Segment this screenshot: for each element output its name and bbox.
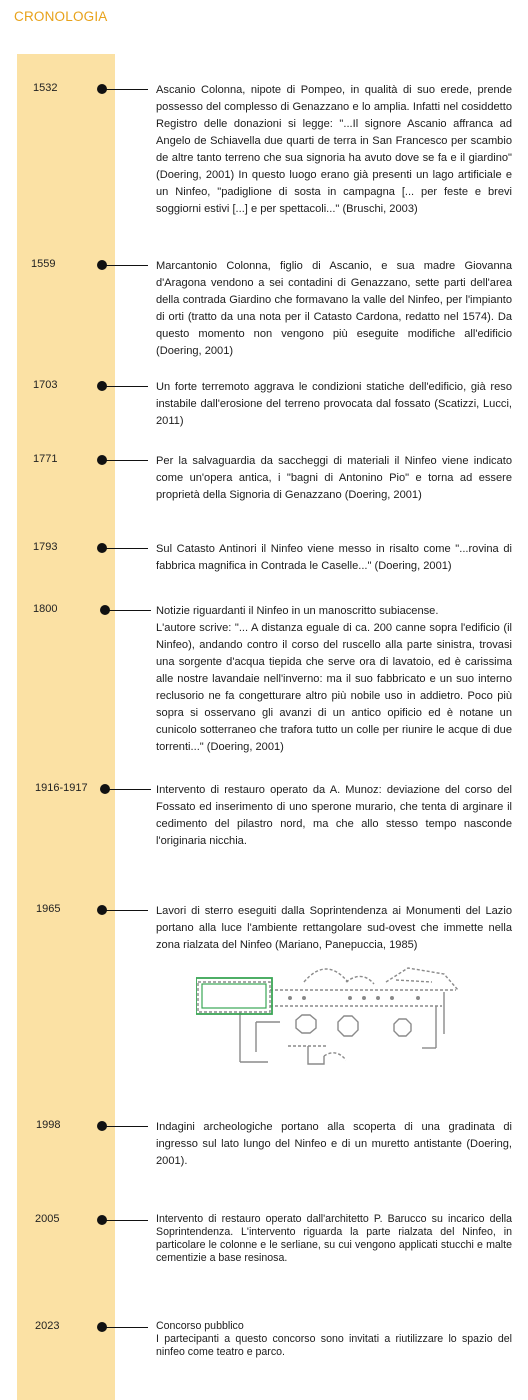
- event-description: Sul Catasto Antinori il Ninfeo viene messo in risalto come "...rovina di fabbrica magnifica in Contrada le Caselle..." (Doering, 2001): [156, 543, 512, 572]
- event-year: 1559: [31, 258, 56, 270]
- timeline-connector: [104, 1327, 148, 1329]
- timeline-connector: [104, 1126, 148, 1128]
- event-description: Intervento di restauro operato da A. Munoz: deviazione del corso del Fossato ed inserimento di uno sperone murario, che tenta di arginare il cedimento del pilastro nord, ma che allo stesso tempo nasconde l'originaria nicchia.: [156, 784, 512, 847]
- timeline-connector: [104, 910, 148, 912]
- timeline-connector: [104, 89, 148, 91]
- timeline-connector: [107, 610, 151, 612]
- page-title: CRONOLOGIA: [14, 9, 108, 24]
- event-description: Ascanio Colonna, nipote di Pompeo, in qualità di suo erede, prende possesso del complesso di Genazzano e lo amplia. Infatti nel cosiddetto Registro delle donazioni si legge: "...Il signore Ascanio affranca ad Angelo de Schiavella due quarti de terra in San Francesco per scambio de altre tanto terreno che sua signoria ha avuto dove se fa e il giardino" (Doering, 2001) In questo luogo erano già presenti un lago artificiale e un Ninfeo, "padiglione di sosta in campagna [... per feste e brevi soggiorni estivi [...] e per spettacoli..." (Bruschi, 2003): [156, 84, 512, 215]
- event-year: 1793: [33, 541, 58, 553]
- timeline-connector: [104, 548, 148, 550]
- timeline-connector: [104, 1220, 148, 1222]
- timeline-connector: [104, 386, 148, 388]
- event-description: Indagini archeologiche portano alla scoperta di una gradinata di ingresso sul lato lungo del Ninfeo e di un muretto antistante (Doering, 2001).: [156, 1121, 512, 1167]
- event-description: Concorso pubblico I partecipanti a questo concorso sono invitati a riutilizzare lo spazio del ninfeo come teatro e parco.: [156, 1320, 512, 1358]
- event-year: 1703: [33, 379, 58, 391]
- event-year: 1532: [33, 82, 58, 94]
- event-year: 1800: [33, 603, 58, 615]
- event-year: 1998: [36, 1119, 61, 1131]
- event-description: Notizie riguardanti il Ninfeo in un manoscritto subiacense. L'autore scrive: "... A distanza eguale di ca. 200 canne sopra l'edificio (il Ninfeo), andando contro il corso del ruscello alla parte sinistra, trovasi una sorgente d'acqua tiepida che serve ora di lavatoio, ed è carissima alle nostre lavandaie nell'inverno: ma il suo fabbricato e un suo interno reclusorio ne fa congetturare altro più nobile uso in addietro. Poco più sopra si osservano gli avanzi di un antico opificio ed è notane un cunicolo sotterraneo che trafora tutto un colle per riunire le acque di due torrenti..." (Doering, 2001): [156, 605, 512, 753]
- event-year: 1771: [33, 453, 58, 465]
- ninfeo-floor-plan: [196, 960, 472, 1072]
- timeline-connector: [107, 789, 151, 791]
- timeline-connector: [104, 265, 148, 267]
- event-description: Marcantonio Colonna, figlio di Ascanio, e sua madre Giovanna d'Aragona vendono a sei contadini di Genazzano, sette parti dell'area della contrada Giardino che formavano la valle del Ninfeo, per l'impianto di orti (tratto da una nota per il Catasto Cardona, redatto nel 1574). Da questo momento non vengono più eseguite modifiche all'edificio (Doering, 2001): [156, 260, 512, 357]
- event-year: 1965: [36, 903, 61, 915]
- timeline-connector: [104, 460, 148, 462]
- event-description: Per la salvaguardia da saccheggi di materiali il Ninfeo viene indicato come un'opera antica, i "bagni di Antonino Pio" e torna ad essere proprietà della Signoria di Genazzano (Doering, 2001): [156, 455, 512, 501]
- timeline-band: [17, 54, 115, 1400]
- event-description: Lavori di sterro eseguiti dalla Soprintendenza ai Monumenti del Lazio portano alla luce l'ambiente rettangolare sud-ovest che immette nella zona rialzata del Ninfeo (Mariano, Panepuccia, 1985): [156, 905, 512, 951]
- event-year: 1916-1917: [35, 782, 88, 794]
- event-description: Intervento di restauro operato dall'architetto P. Barucco su incarico della Soprintendenza. L'intervento riguarda la parte rialzata del Ninfeo, in particolare le colonne e le serliane, su cui vengono applicati stucchi e malte cementizie a base resinosa.: [156, 1213, 512, 1264]
- event-year: 2023: [35, 1320, 60, 1332]
- event-year: 2005: [35, 1213, 60, 1225]
- event-description: Un forte terremoto aggrava le condizioni statiche dell'edificio, già reso instabile dall'erosione del terreno provocata dal fossato (Scatizzi, Lucci, 2011): [156, 381, 512, 427]
